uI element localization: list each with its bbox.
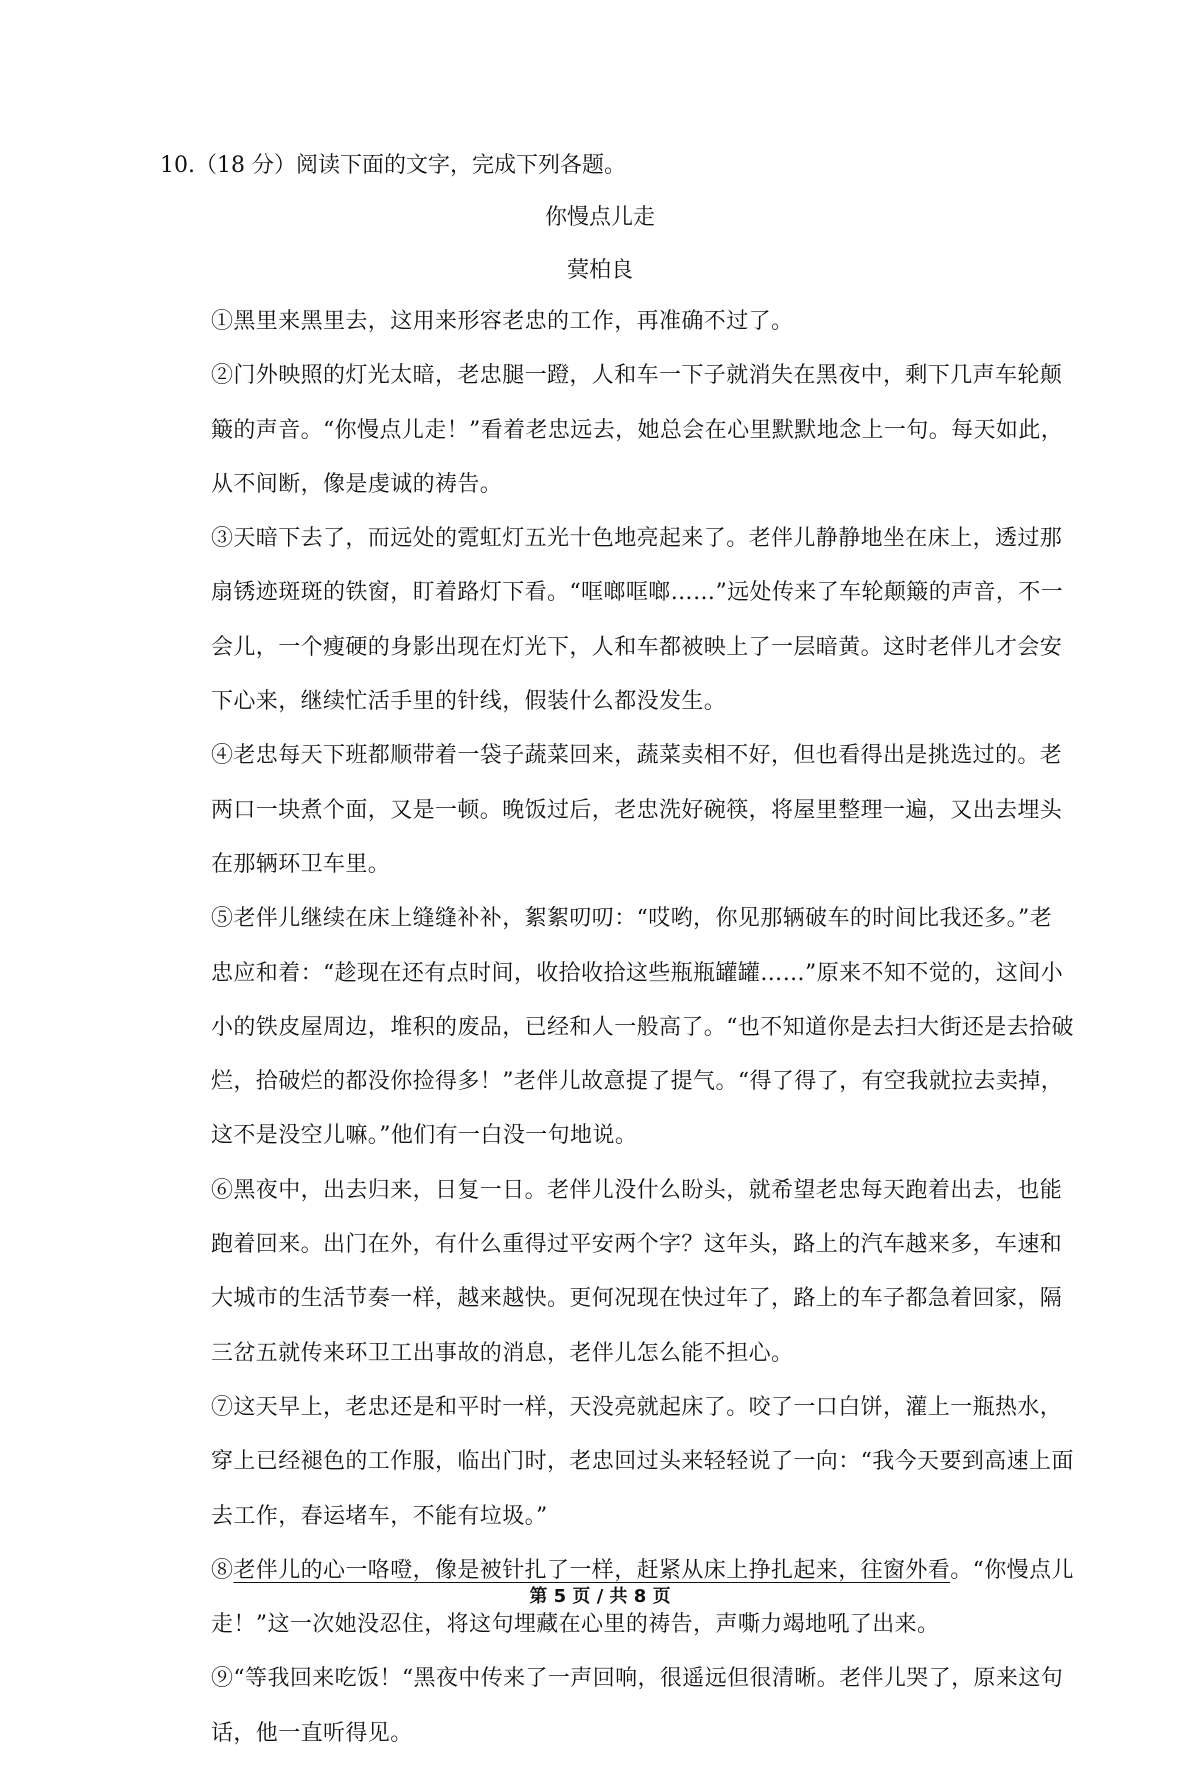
text-line: 两口一块煮个面，又是一顿。晚饭过后，老忠洗好碗筷，将屋里整理一遍，又出去埋头 <box>211 797 1063 823</box>
text-line: 三岔五就传来环卫工出事故的消息，老伴儿怎么能不担心。 <box>211 1340 794 1366</box>
text-line: 烂，拾破烂的都没你捡得多！”老伴儿故意提了提气。“得了得了，有空我就拉去卖掉， <box>211 1069 1064 1095</box>
underlined-sentence: 老伴儿的心一咯噔，像是被针扎了一样，赶紧从床上挣扎起来，往窗外看 <box>233 1557 951 1583</box>
text-line: 簸的声音。“你慢点儿走！”看着老忠远去，她总会在心里默默地念上一句。每天如此， <box>211 417 1064 443</box>
text-line: ⑥黑夜中，出去归来，日复一日。老伴儿没什么盼头，就希望老忠每天跑着出去，也能 <box>211 1177 1063 1203</box>
text-line: ②门外映照的灯光太暗，老忠腿一蹬，人和车一下子就消失在黑夜中，剩下几声车轮颠 <box>211 363 1063 389</box>
text-line: ④老忠每天下班都顺带着一袋子蔬菜回来，蔬菜卖相不好，但也看得出是挑选过的。老 <box>211 743 1063 769</box>
article-body <box>211 306 1074 1772</box>
text-fragment: 。“你慢点儿 <box>950 1557 1074 1583</box>
article-author: 蓂柏良 <box>566 258 633 283</box>
page-number: 第 5 页 / 共 8 页 <box>529 1586 671 1607</box>
text-line: ③天暗下去了，而远处的霓虹灯五光十色地亮起来了。老伴儿静静地坐在床上，透过那 <box>211 526 1063 552</box>
text-line: ⑨“等我回来吃饭！“黑夜中传来了一声回响，很遥远但很清晰。老伴儿哭了，原来这句 <box>211 1666 1064 1692</box>
text-line: 忠应和着：“趁现在还有点时间，收拾收拾这些瓶瓶罐罐……”原来不知不觉的，这间小 <box>211 960 1064 986</box>
text-line: 扇锈迹斑斑的铁窗，盯着路灯下看。“哐啷哐啷……”远处传来了车轮颠簸的声音，不一 <box>211 580 1064 606</box>
paragraph-number: ⑧ <box>211 1557 234 1583</box>
text-line: 大城市的生活节奏一样，越来越快。更何况现在快过年了，路上的车子都急着回家，隔 <box>211 1286 1063 1312</box>
text-line: 在那辆环卫车里。 <box>211 851 391 877</box>
text-line: ⑦这天早上，老忠还是和平时一样，天没亮就起床了。咬了一口白饼，灌上一瓶热水， <box>211 1394 1063 1420</box>
text-line: 跑着回来。出门在外，有什么重得过平安两个字？这年头，路上的汽车越来多，车速和 <box>211 1232 1063 1258</box>
text-line: 话，他一直听得见。 <box>211 1720 413 1746</box>
text-line: ⑤老伴儿继续在床上缝缝补补，絮絮叨叨：“哎哟，你见那辆破车的时间比我还多。”老 <box>211 906 1053 932</box>
text-line: 下心来，继续忙活手里的针线，假装什么都没发生。 <box>211 689 727 715</box>
text-line: 小的铁皮屋周边，堆积的废品，已经和人一般高了。“也不知道你是去扫大街还是去拾破 <box>211 1014 1074 1040</box>
text-line: 会儿，一个瘦硬的身影出现在灯光下，人和车都被映上了一层暗黄。这时老伴儿才会安 <box>211 634 1063 660</box>
text-line: 从不间断，像是虔诚的祷告。 <box>211 471 503 497</box>
text-line: ①黑里来黑里去，这用来形容老忠的工作，再准确不过了。 <box>211 309 794 334</box>
text-line: 走！”这一次她没忍住，将这句埋藏在心里的祷告，声嘶力竭地吼了出来。 <box>211 1612 940 1638</box>
text-line: 穿上已经褪色的工作服，临出门时，老忠回过头来轻轻说了一向：“我今天要到高速上面 <box>211 1449 1074 1475</box>
text-line: 这不是没空儿嘛。”他们有一白没一句地说。 <box>211 1123 638 1149</box>
text-line: 去工作，春运堵车，不能有垃圾。” <box>211 1503 548 1529</box>
article-title: 你慢点儿走 <box>544 205 655 230</box>
question-heading: 10.（18 分）阅读下面的文字，完成下列各题。 <box>160 153 626 178</box>
